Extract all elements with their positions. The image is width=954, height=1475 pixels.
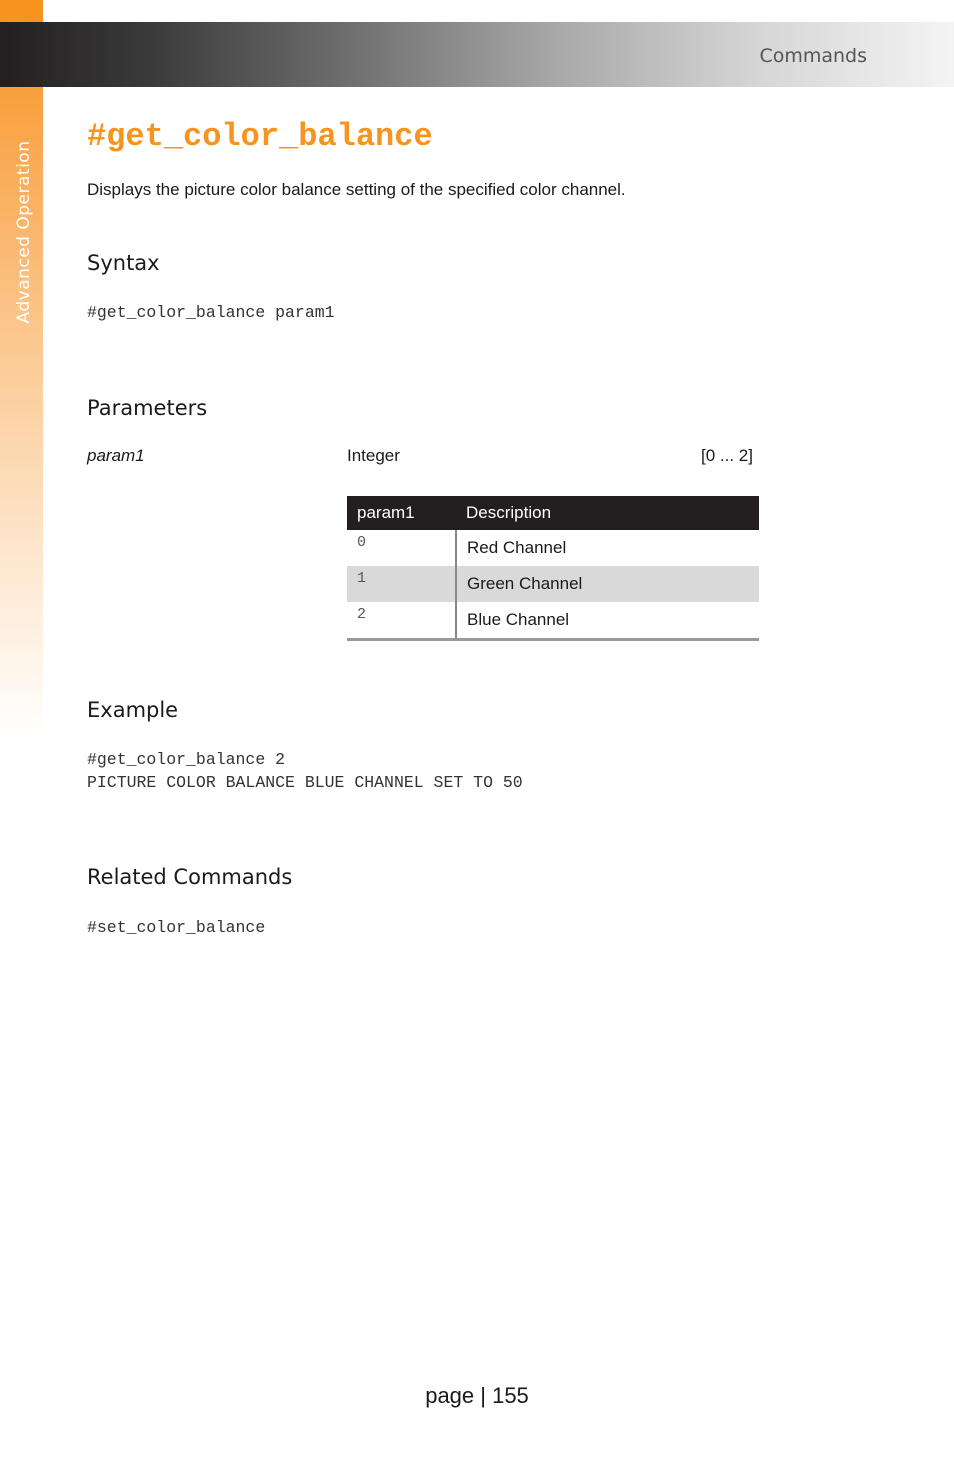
table-cell-description: Red Channel <box>467 538 567 557</box>
table-header-param: param1 <box>347 496 456 530</box>
related-commands-heading: Related Commands <box>87 865 293 889</box>
side-tab-accent <box>0 0 43 22</box>
syntax-heading: Syntax <box>87 251 160 275</box>
parameter-values-table <box>347 496 759 641</box>
example-code-line: PICTURE COLOR BALANCE BLUE CHANNEL SET TO 50 <box>87 773 523 792</box>
command-title: #get_color_balance <box>87 118 433 155</box>
table-row <box>347 602 759 640</box>
page-number: page | 155 <box>425 1383 529 1408</box>
section-side-tab <box>0 0 43 740</box>
example-code-line: #get_color_balance 2 <box>87 750 286 769</box>
side-tab-label: Advanced Operation <box>14 140 34 324</box>
header-bar <box>0 22 954 87</box>
table-cell-value: 0 <box>347 530 456 566</box>
syntax-code: #get_color_balance param1 <box>87 303 335 322</box>
table-row <box>347 566 759 602</box>
table-row <box>347 530 759 566</box>
table-cell-description: Blue Channel <box>456 602 759 640</box>
header-title: Commands <box>759 45 867 67</box>
related-command-link[interactable]: #set_color_balance <box>87 918 266 937</box>
parameters-heading: Parameters <box>87 396 208 420</box>
parameter-range: [0 ... 2] <box>701 446 753 465</box>
table-cell-value: 2 <box>347 602 456 640</box>
parameter-name: param1 <box>87 446 145 465</box>
command-description: Displays the picture color balance setting of the specified color channel. <box>87 180 626 199</box>
table-cell-description: Green Channel <box>456 566 759 602</box>
table-cell-value: 1 <box>347 566 456 602</box>
table-header-description: Description <box>456 496 759 530</box>
example-heading: Example <box>87 698 179 722</box>
table-header-row <box>347 496 759 530</box>
parameter-type: Integer <box>347 446 400 465</box>
